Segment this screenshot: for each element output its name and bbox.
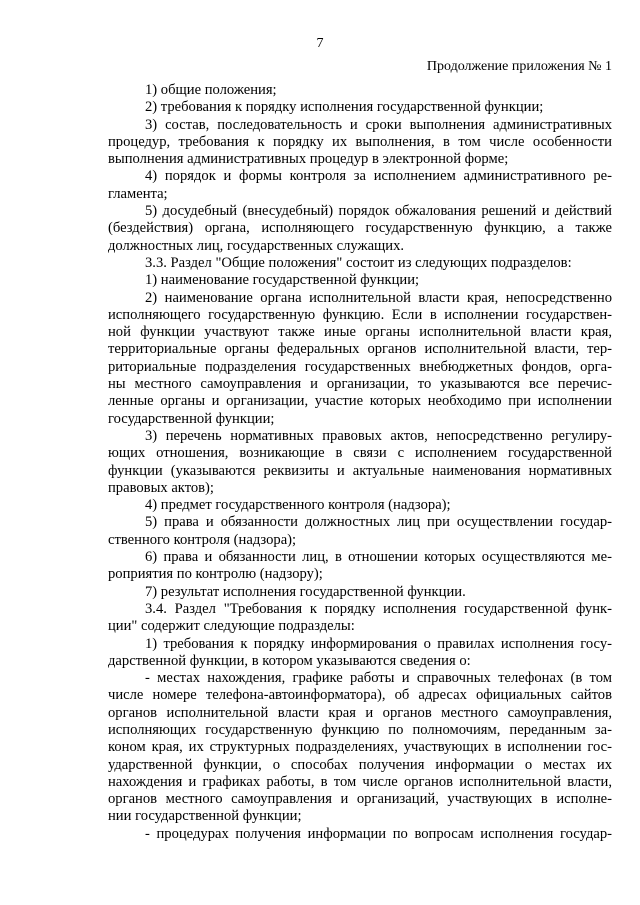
text-line: выполнения административных процедур в электронной форме; (108, 151, 509, 168)
text-line: органов исполнительной власти края и органов местного самоуправления, (108, 704, 612, 721)
text-line: 5) права и обязанности должностных лиц при осуществлении государ- (145, 514, 612, 531)
text-line: нахождения и графиках работы, в том числе органов исполнительной власти, (108, 773, 612, 790)
text-line: - местах нахождения, графике работы и справочных телефонах (в том (145, 670, 612, 687)
text-line: ющих отношения, возникающие в связи с исполнением государственной (108, 445, 612, 462)
text-line: ударственной функции, о способах получения информации о местах их (108, 756, 612, 773)
text-line: 5) досудебный (внесудебный) порядок обжалования решений и действий (145, 203, 612, 220)
text-line: функции (указываются реквизиты и актуальные наименования нормативных (108, 462, 612, 479)
text-line: 1) общие положения; (145, 82, 277, 98)
appendix-continuation-label: Продолжение приложения № 1 (426, 59, 612, 74)
text-line: (бездействия) органа, исполняющего государственную функцию, а также (108, 220, 612, 237)
text-line: риториальные подразделения государственных внебюджетных фондов, орга- (108, 358, 612, 375)
text-line: территориальные органы федеральных органов исполнительной власти, тер- (108, 341, 612, 358)
text-line: процедур, требования к порядку их выполнения, в том числе особенности (108, 133, 612, 150)
text-line: ции" содержит следующие подразделы: (108, 618, 355, 635)
text-line: исполняющих государственную функцию по полномочиям, переданным за- (108, 721, 612, 738)
text-line: исполняющего государственную функцию. Если в исполнении государствен- (108, 306, 612, 323)
text-line: числе номере телефона-автоинформатора), об адресах официальных сайтов (108, 687, 612, 704)
text-line: 7) результат исполнения государственной функции. (145, 583, 466, 600)
page-number: 7 (316, 36, 324, 51)
text-line: ной функции участвуют также иные органы исполнительной власти края, (108, 324, 612, 341)
text-line: органов местного самоуправления и организаций, участвующих в исполне- (108, 791, 612, 808)
text-line: 1) требования к порядку информирования о правилах исполнения госу- (145, 635, 612, 652)
text-line: нии государственной функции; (108, 808, 302, 825)
text-line: ны местного самоуправления и организации, то указываются все перечис- (108, 376, 612, 393)
text-line: 4) порядок и формы контроля за исполнением административного ре- (145, 168, 612, 185)
text-line: гламента; (108, 185, 168, 202)
text-line: ленные органы и организации, участие которых необходимо при исполнении (108, 393, 612, 410)
text-line: 3.3. Раздел "Общие положения" состоит из следующих подразделов: (145, 254, 572, 271)
text-line: роприятия по контролю (надзору); (108, 566, 323, 583)
text-line: государственной функции; (108, 410, 275, 427)
text-line: 1) наименование государственной функции; (145, 272, 420, 289)
text-line: 4) предмет государственного контроля (надзора); (145, 497, 451, 514)
text-line: дарственной функции, в котором указываются сведения о: (108, 652, 471, 669)
text-line: 6) права и обязанности лиц, в отношении которых осуществляются ме- (145, 549, 612, 566)
text-line: должностных лиц, государственных служащих. (108, 237, 405, 254)
text-line: 3) перечень нормативных правовых актов, непосредственно регулиру- (145, 427, 612, 444)
text-line: 2) требования к порядку исполнения государственной функции; (145, 99, 544, 116)
text-line: - процедурах получения информации по вопросам исполнения государ- (145, 825, 612, 842)
document-body (108, 82, 612, 843)
text-line: коном края, их структурных подразделениях, участвующих в исполнении гос- (108, 739, 612, 756)
text-line: правовых актов); (108, 479, 214, 496)
text-line: 2) наименование органа исполнительной власти края, непосредственно (145, 289, 612, 306)
text-line: 3) состав, последовательность и сроки выполнения административных (145, 116, 612, 133)
text-line: ственного контроля (надзора); (108, 531, 297, 548)
text-line: 3.4. Раздел "Требования к порядку исполнения государственной функ- (145, 600, 612, 617)
